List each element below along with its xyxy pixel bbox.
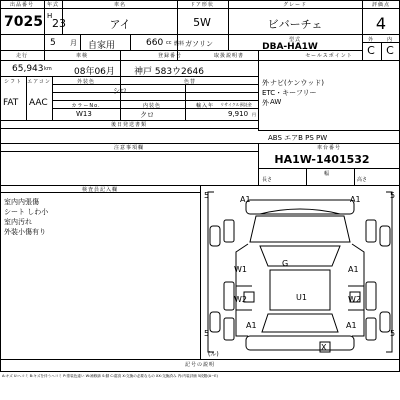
interior-color: クロ: [140, 111, 154, 119]
diagram-bottom-label: (ル): [208, 351, 219, 358]
car-name-label: 車名: [113, 2, 127, 8]
mark-rear-x: X: [321, 343, 327, 352]
manual-label: 取扱説明書: [213, 53, 245, 59]
displacement: 660: [146, 38, 164, 48]
registration-number: 神戸 583ウ2646: [134, 67, 204, 77]
grade-label: グレード: [282, 2, 308, 8]
recycle-yen: 円: [252, 112, 256, 117]
recycle-fee: 9,910: [228, 110, 249, 118]
inspector-line-3: 室内汚れ: [4, 218, 32, 226]
exterior-color: シロ: [113, 87, 127, 95]
seller-point-1: ナビ(ケンウッド): [270, 79, 324, 87]
mark-roof: U1: [296, 293, 307, 302]
side-number-4: 5: [390, 329, 396, 338]
year-label: 年式: [46, 2, 60, 8]
fuel-unit: 燃料: [174, 41, 185, 47]
inspector-line-2: シート しわ小: [4, 208, 49, 216]
inspection-date: 08年06月: [74, 67, 115, 77]
ac-type: AAC: [29, 98, 48, 108]
lot-number: 7025: [4, 14, 43, 30]
fuel-type: ガソリン: [185, 40, 213, 48]
registration-label: 登録番号: [157, 53, 183, 59]
legend-title: 記号の説明: [184, 362, 216, 368]
interior-label: 内: [386, 37, 394, 43]
seller-points-label: セールスポイント: [305, 53, 353, 59]
inspection-label: 車検: [75, 53, 89, 59]
color-swap-label: 色替: [183, 79, 197, 85]
shift-label: シフト: [3, 79, 23, 85]
mileage-label: 走行: [15, 53, 29, 59]
mileage: 65,943: [12, 64, 44, 74]
month-unit: 月: [70, 39, 77, 47]
width-label: 幅: [324, 171, 330, 177]
lot-number-label: 出品番号: [9, 2, 35, 8]
mark-front-right: A1: [350, 195, 361, 204]
score-label: 評価点: [371, 2, 391, 8]
exterior-grade: C: [367, 44, 375, 57]
side-number-2: 5: [390, 191, 396, 200]
inspector-line-4: 外装小傷有り: [4, 228, 46, 236]
mark-front-left: A1: [240, 195, 251, 204]
inspector-label: 検査員記入欄: [81, 187, 119, 193]
recycle-label: リサイクル預託金: [220, 102, 252, 107]
car-diagram: [200, 186, 400, 358]
chassis-number: HA1W-1401532: [274, 153, 370, 166]
car-name: アイ: [109, 18, 131, 31]
exterior-color-label: 外装色: [76, 79, 96, 85]
mileage-unit: km: [44, 66, 52, 72]
side-number-1: 5: [204, 191, 210, 200]
mark-rear-right: A1: [346, 321, 357, 330]
score: 4: [375, 14, 387, 33]
door-type: 5W: [193, 16, 211, 29]
exterior-label: 外: [367, 37, 375, 43]
model-code-label: 型式: [288, 37, 302, 43]
color-number-label: カラーNo.: [71, 103, 101, 109]
month: 5: [50, 38, 56, 48]
chassis-label: 車台番号: [316, 145, 342, 151]
seller-point-prefix: 外: [262, 79, 269, 87]
inspector-line-1: 室内内張傷: [4, 198, 39, 206]
seller-point-3: AW: [270, 98, 282, 106]
interior-grade: C: [386, 44, 394, 57]
equipment: ABS エアB PS PW: [268, 134, 328, 142]
model-year: 23: [52, 17, 66, 30]
ac-label: エアコン: [27, 79, 51, 85]
color-number: W13: [76, 110, 92, 118]
usage-type: 自家用: [88, 41, 116, 51]
door-type-label: ドア形状: [190, 2, 214, 8]
after-documents-label: 後日発送書類: [110, 122, 148, 128]
mark-right-a1: A1: [348, 265, 359, 274]
legend-text: A:キズ U:へコミ B:キズを伴うヘコミ P:塗装色違い W:補修跡 S:錆 C:腐食 X:交換の必要なもの XX:交換済み 内:内装評価 5段階(A~E): [2, 374, 218, 378]
notes-label: 注意事項欄: [113, 145, 145, 151]
length-label: 長さ: [262, 177, 273, 183]
side-number-3: 5: [204, 329, 210, 338]
cc-unit: cc: [166, 40, 172, 46]
import-year-label: 輸入年: [195, 103, 215, 109]
mark-left-w1: W1: [234, 265, 247, 274]
mark-glass: G: [282, 259, 289, 268]
seller-point-2: ETC・キーフリー: [262, 89, 317, 97]
height-label: 高さ: [357, 177, 368, 183]
era-letter: H: [47, 12, 53, 20]
model-code: DBA-HA1W: [262, 42, 318, 52]
grade: ビバーチェ: [267, 18, 323, 31]
mark-rear-left: A1: [246, 321, 257, 330]
seller-point-prefix-2: 外: [262, 99, 269, 107]
shift-type: FAT: [3, 98, 19, 108]
mark-right-w2: W2: [348, 295, 361, 304]
mark-left-w2: W2: [234, 295, 247, 304]
interior-color-label: 内装色: [142, 103, 162, 109]
